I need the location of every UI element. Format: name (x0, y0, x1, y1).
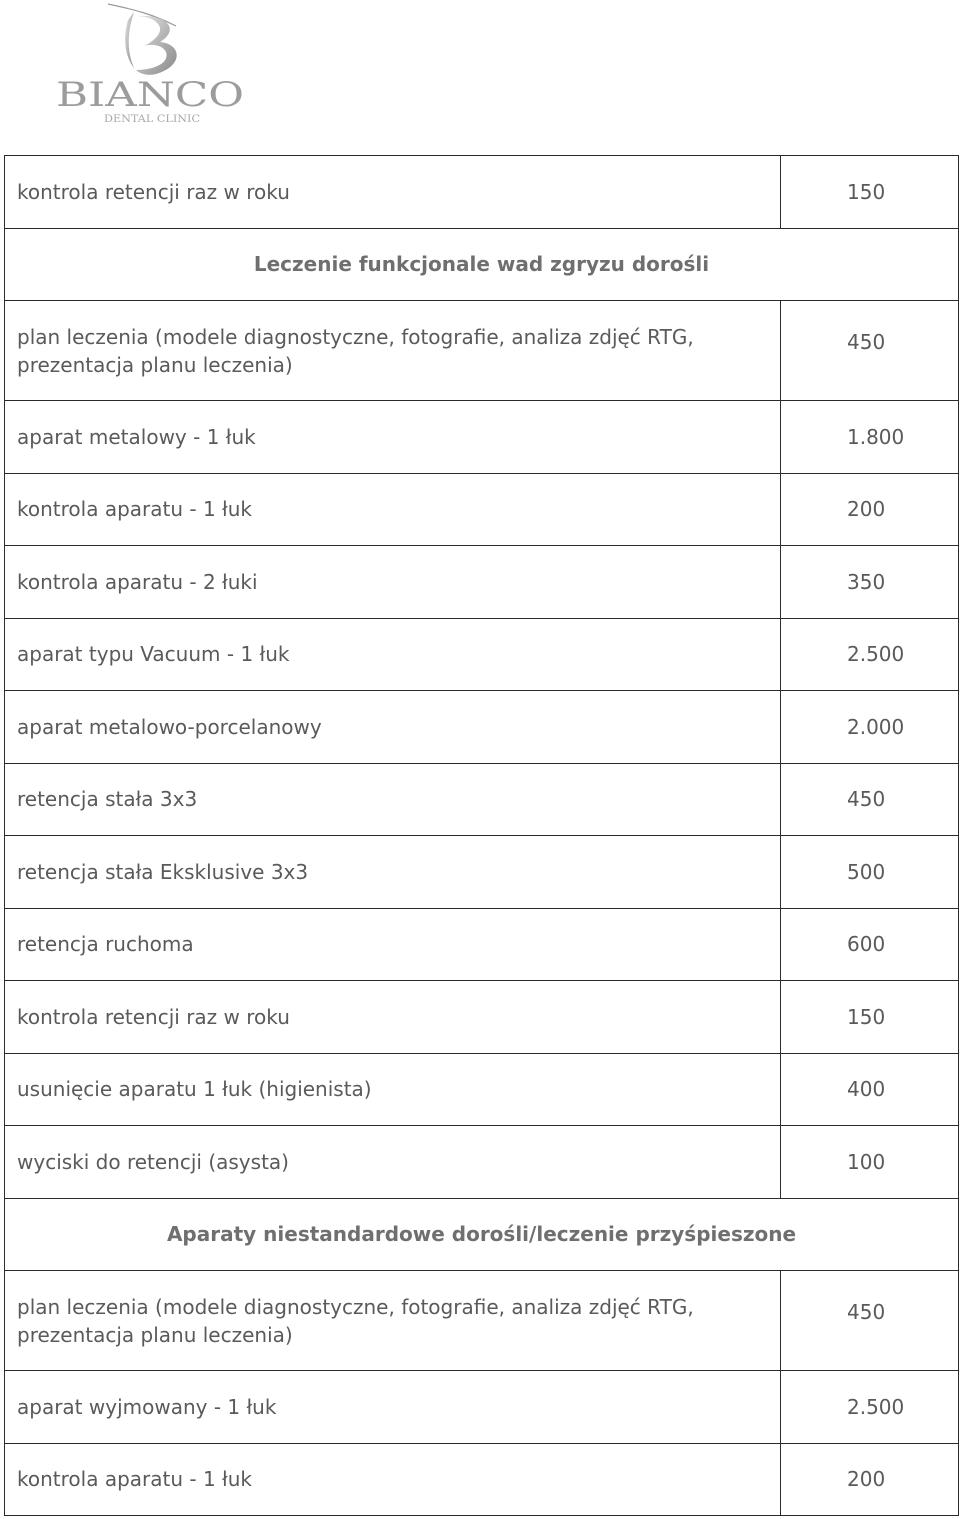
price-row (5, 618, 959, 691)
price-row (5, 156, 959, 229)
service-name: plan leczenia (modele diagnostyczne, fotografie, analiza zdjęć RTG, prezentacja planu leczenia) (5, 1271, 781, 1371)
brand-name: BIANCO (56, 75, 244, 115)
service-name: kontrola retencji raz w roku (5, 981, 781, 1054)
service-price: 2.500 (781, 618, 959, 691)
service-name: aparat metalowo-porcelanowy (5, 691, 781, 764)
section-header-row (5, 1198, 959, 1271)
service-price: 200 (781, 1443, 959, 1516)
price-row (5, 1271, 959, 1371)
service-price: 150 (781, 156, 959, 229)
service-price: 450 (781, 301, 959, 401)
price-row (5, 1371, 959, 1444)
section-title: Aparaty niestandardowe dorośli/leczenie przyśpieszone (5, 1198, 959, 1271)
service-name: retencja stała Eksklusive 3x3 (5, 836, 781, 909)
price-list-table (4, 155, 959, 1516)
service-name: aparat typu Vacuum - 1 łuk (5, 618, 781, 691)
clinic-logo (56, 0, 256, 125)
service-price: 350 (781, 546, 959, 619)
price-row (5, 836, 959, 909)
service-name: aparat wyjmowany - 1 łuk (5, 1371, 781, 1444)
stylized-b-swoosh-icon (56, 0, 256, 125)
price-row (5, 401, 959, 474)
price-row (5, 1443, 959, 1516)
service-price: 200 (781, 473, 959, 546)
service-name: kontrola aparatu - 1 łuk (5, 473, 781, 546)
service-price: 450 (781, 1271, 959, 1371)
service-name: plan leczenia (modele diagnostyczne, fotografie, analiza zdjęć RTG, prezentacja planu leczenia) (5, 301, 781, 401)
service-price: 100 (781, 1126, 959, 1199)
price-row (5, 691, 959, 764)
price-row (5, 301, 959, 401)
price-row (5, 1053, 959, 1126)
section-title: Leczenie funkcjonale wad zgryzu dorośli (5, 228, 959, 301)
price-row (5, 908, 959, 981)
brand-subtitle: DENTAL CLINIC (104, 114, 201, 125)
service-name: retencja stała 3x3 (5, 763, 781, 836)
price-row (5, 763, 959, 836)
service-price: 500 (781, 836, 959, 909)
section-header-row (5, 228, 959, 301)
service-name: kontrola aparatu - 1 łuk (5, 1443, 781, 1516)
price-row (5, 473, 959, 546)
service-name: kontrola retencji raz w roku (5, 156, 781, 229)
service-name: wyciski do retencji (asysta) (5, 1126, 781, 1199)
price-row (5, 546, 959, 619)
price-row (5, 1126, 959, 1199)
service-name: usunięcie aparatu 1 łuk (higienista) (5, 1053, 781, 1126)
service-name: aparat metalowy - 1 łuk (5, 401, 781, 474)
service-price: 400 (781, 1053, 959, 1126)
service-price: 1.800 (781, 401, 959, 474)
service-price: 2.500 (781, 1371, 959, 1444)
service-price: 450 (781, 763, 959, 836)
service-name: kontrola aparatu - 2 łuki (5, 546, 781, 619)
service-price: 600 (781, 908, 959, 981)
price-list-body (5, 156, 959, 1516)
service-name: retencja ruchoma (5, 908, 781, 981)
service-price: 2.000 (781, 691, 959, 764)
price-row (5, 981, 959, 1054)
service-price: 150 (781, 981, 959, 1054)
